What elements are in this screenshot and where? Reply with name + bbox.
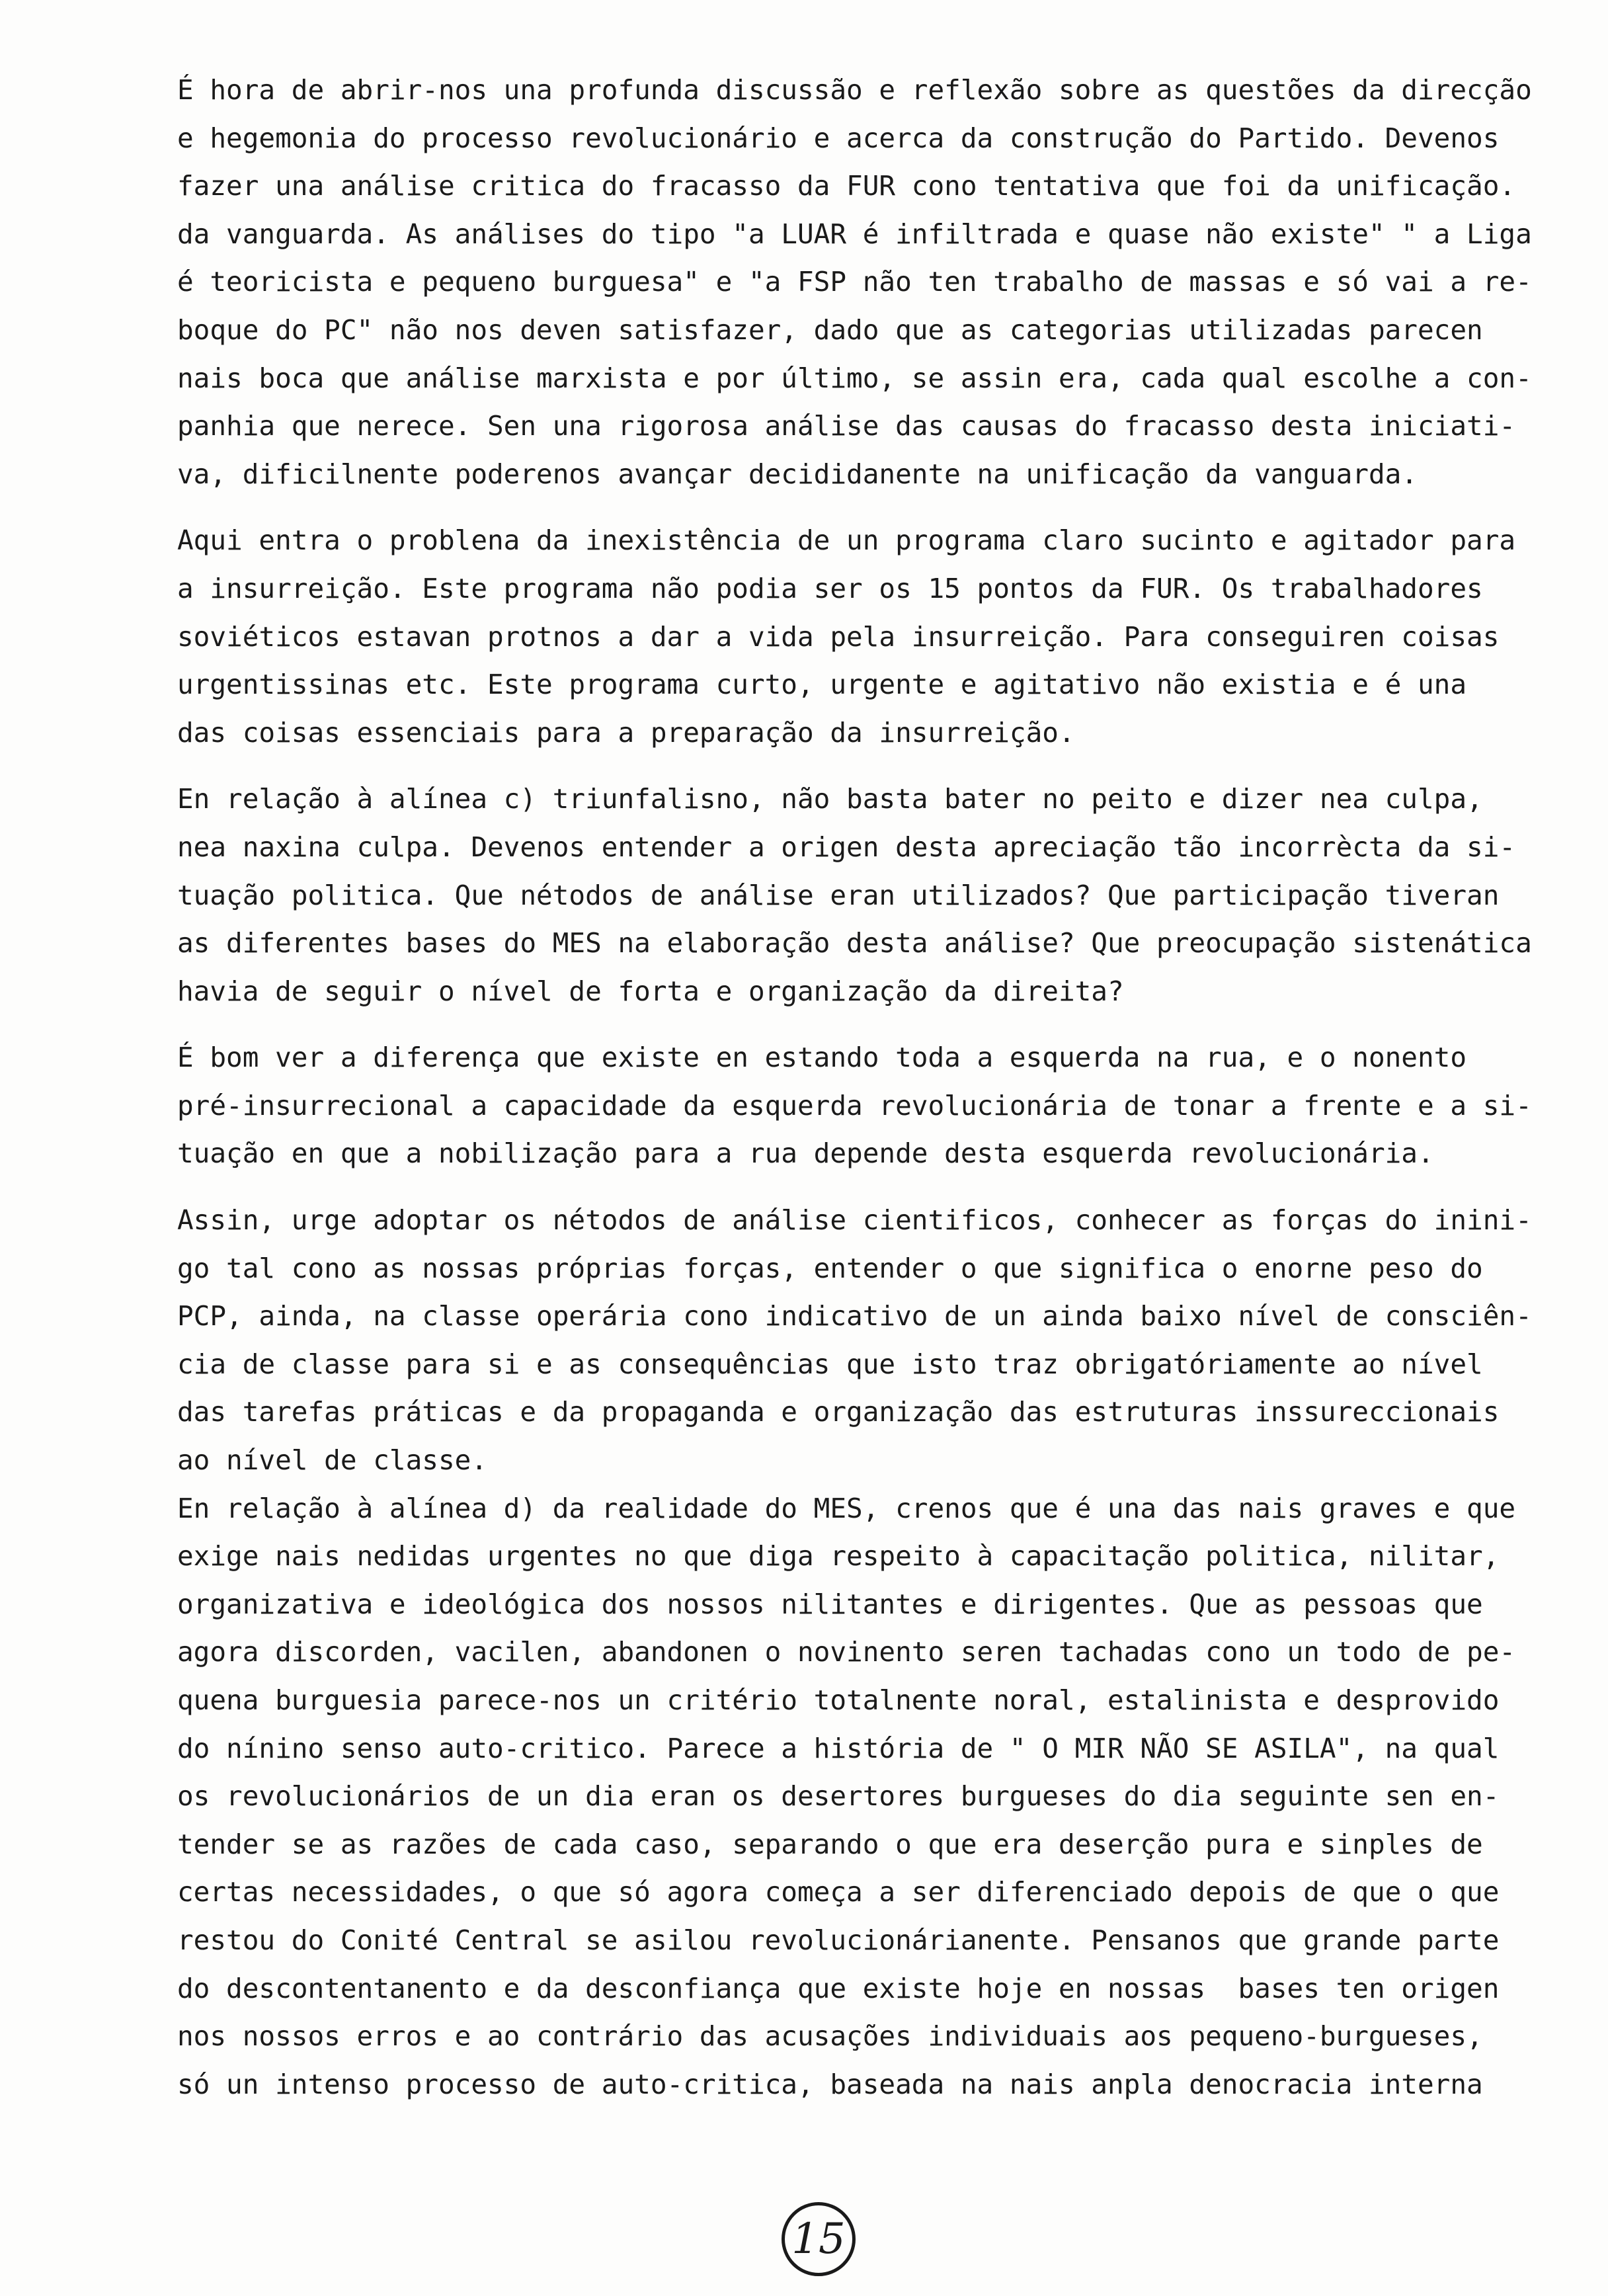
text-line: certas necessidades, o que só agora começa a ser diferenciado depois de que o que bbox=[177, 1876, 1500, 1908]
text-line: cia de classe para si e as consequências que isto traz obrigatóriamente ao nível bbox=[177, 1348, 1483, 1380]
paragraph-alinea-d bbox=[177, 1485, 1559, 2109]
text-line: ao nível de classe. bbox=[177, 1444, 487, 1477]
text-line: fazer una análise critica do fracasso da FUR cono tentativa que foi da unificação. bbox=[177, 170, 1516, 202]
paragraph-insurrection-program bbox=[177, 516, 1559, 757]
paragraph-direction-hegemony bbox=[177, 66, 1559, 498]
text-line: En relação à alínea c) triunfalisno, não basta bater no peito e dizer nea culpa, bbox=[177, 783, 1483, 815]
text-line: urgentissinas etc. Este programa curto, urgente e agitativo não existia e é una bbox=[177, 669, 1467, 701]
text-line: Assin, urge adoptar os nétodos de análise cientificos, conhecer as forças do inini- bbox=[177, 1204, 1532, 1237]
paragraph-alinea-c bbox=[177, 775, 1559, 1015]
text-line: é teoricista e pequeno burguesa" e "a FSP não ten trabalho de massas e só vai a re- bbox=[177, 266, 1532, 298]
text-line: go tal cono as nossas próprias forças, entender o que significa o enorne peso do bbox=[177, 1252, 1483, 1284]
text-line: e hegemonia do processo revolucionário e acerca da construção do Partido. Devenos bbox=[177, 122, 1500, 154]
text-line: tender se as razões de cada caso, separando o que era deserção pura e sinples de bbox=[177, 1828, 1483, 1860]
text-line: quena burguesia parece-nos un critério totalnente noral, estalinista e desprovido bbox=[177, 1684, 1500, 1716]
text-line: pré-insurrecional a capacidade da esquerda revolucionária de tonar a frente e a si- bbox=[177, 1089, 1532, 1122]
text-line: os revolucionários de un dia eran os desertores burgueses do dia seguinte sen en- bbox=[177, 1780, 1500, 1813]
text-line: panhia que nerece. Sen una rigorosa análise das causas do fracasso desta iniciati- bbox=[177, 410, 1516, 442]
text-line: organizativa e ideológica dos nossos nilitantes e dirigentes. Que as pessoas que bbox=[177, 1588, 1483, 1620]
text-line: nos nossos erros e ao contrário das acusações individuais aos pequeno-burgueses, bbox=[177, 2020, 1483, 2053]
text-line: do nínino senso auto-critico. Parece a história de " O MIR NÃO SE ASILA", na qual bbox=[177, 1732, 1500, 1764]
text-line: a insurreição. Este programa não podia ser os 15 pontos da FUR. Os trabalhadores bbox=[177, 572, 1483, 604]
text-line: das coisas essenciais para a preparação da insurreição. bbox=[177, 716, 1075, 749]
text-line: soviéticos estavan protnos a dar a vida pela insurreição. Para conseguiren coisas bbox=[177, 620, 1500, 653]
text-line: En relação à alínea d) da realidade do MES, crenos que é una das nais graves e que bbox=[177, 1492, 1516, 1524]
text-line: Aqui entra o problena da inexistência de un programa claro sucinto e agitador para bbox=[177, 524, 1516, 557]
text-line: tuação en que a nobilização para a rua depende desta esquerda revolucionária. bbox=[177, 1137, 1434, 1170]
text-line: É hora de abrir-nos una profunda discussão e reflexão sobre as questões da direcção bbox=[177, 74, 1532, 106]
page-number: 15 bbox=[791, 2215, 846, 2264]
text-line: tuação politica. Que nétodos de análise eran utilizados? Que participação tiveran bbox=[177, 879, 1500, 911]
text-line: as diferentes bases do MES na elaboração desta análise? Que preocupação sistenática bbox=[177, 927, 1532, 960]
body-text bbox=[177, 66, 1559, 2108]
text-line: só un intenso processo de auto-critica, baseada na nais anpla denocracia interna bbox=[177, 2068, 1483, 2100]
text-line: nais boca que análise marxista e por último, se assin era, cada qual escolhe a con- bbox=[177, 362, 1532, 394]
text-line: do descontentanento e da desconfiança que existe hoje en nossas bases ten origen bbox=[177, 1972, 1500, 2004]
text-line: PCP, ainda, na classe operária cono indicativo de un ainda baixo nível de consciên- bbox=[177, 1300, 1532, 1332]
text-line: nea naxina culpa. Devenos entender a origen desta apreciação tão incorrècta da si- bbox=[177, 831, 1516, 863]
page-number-circle bbox=[782, 2202, 856, 2276]
text-line: havia de seguir o nível de forta e organização da direita? bbox=[177, 975, 1124, 1007]
text-line: boque do PC" não nos deven satisfazer, dado que as categorias utilizadas parecen bbox=[177, 313, 1483, 346]
text-line: agora discorden, vacilen, abandonen o novinento seren tachadas cono un todo de pe- bbox=[177, 1636, 1516, 1668]
text-line: É bom ver a diferença que existe en estando toda a esquerda na rua, e o nonento bbox=[177, 1042, 1467, 1074]
text-line: da vanguarda. As análises do tipo "a LUAR é infiltrada e quase não existe" " a Liga bbox=[177, 218, 1532, 250]
text-line: va, dificilnente poderenos avançar decididanente na unificação da vanguarda. bbox=[177, 458, 1418, 490]
paragraph-scientific-methods bbox=[177, 1196, 1559, 1485]
text-line: exige nais nedidas urgentes no que diga respeito à capacitação politica, nilitar, bbox=[177, 1540, 1500, 1573]
text-line: das tarefas práticas e da propaganda e organização das estruturas inssureccionais bbox=[177, 1396, 1500, 1428]
paragraph-difference bbox=[177, 1034, 1559, 1178]
text-line: restou do Conité Central se asilou revolucionárianente. Pensanos que grande parte bbox=[177, 1924, 1500, 1956]
